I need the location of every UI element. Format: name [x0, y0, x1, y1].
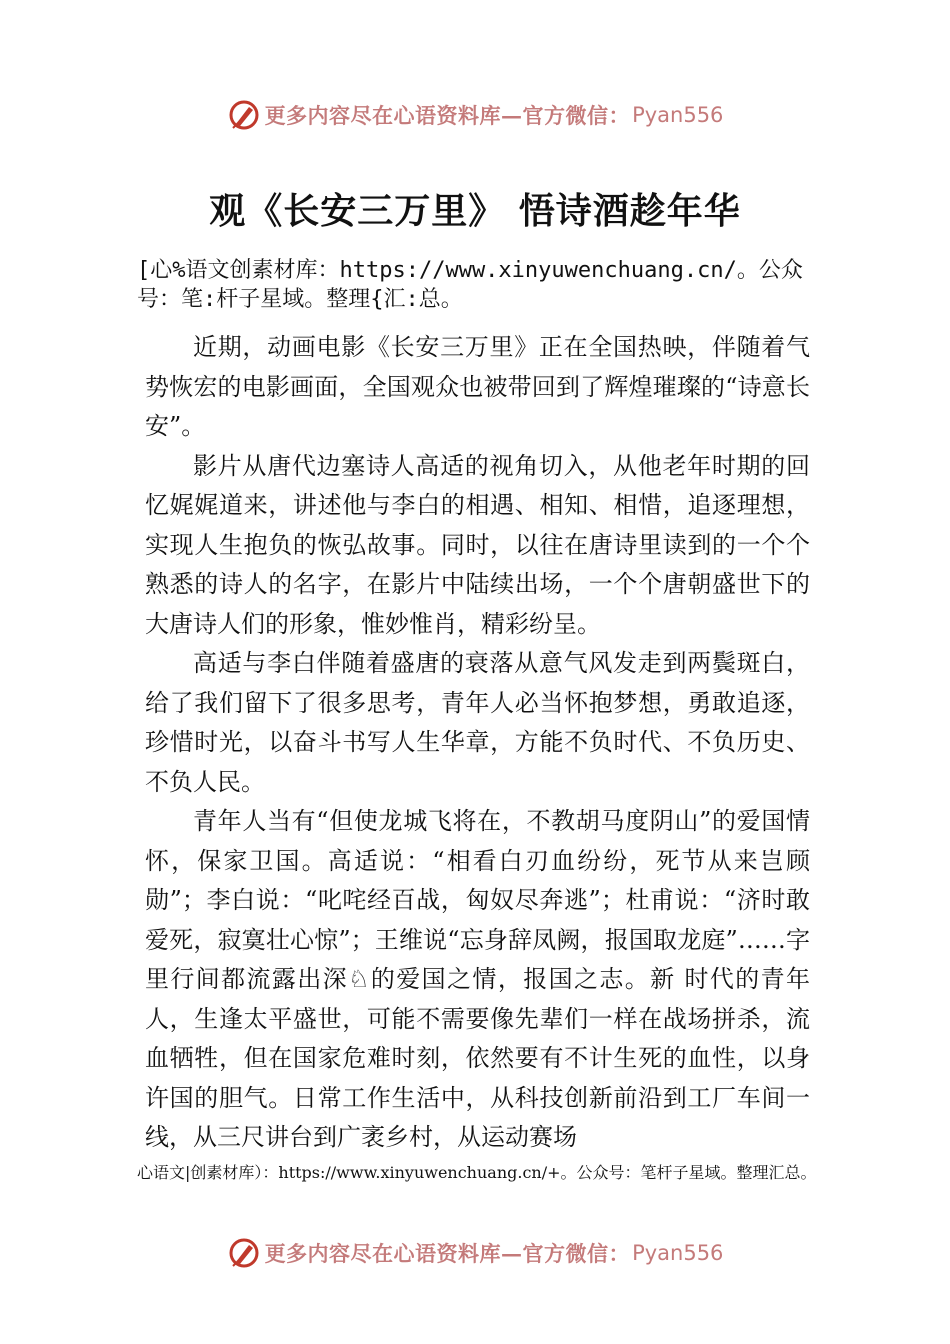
- article-title: 观《长安三万里》 悟诗酒趁年华: [209, 190, 741, 232]
- bottom-banner: [0, 1233, 950, 1273]
- source-line: [心%语文创素材库：https://www.xinyuwenchuang.cn/。公众号：笔:杆子星域。整理{汇:总。: [137, 258, 803, 312]
- paragraph: 青年人当有“但使龙城飞将在，不教胡马度阴山”的爱国情怀，保家卫国。高适说：“相看白刃血纷纷，死节从来岂顾勋”；李白说：“叱咤经百战，匈奴尽奔逃”；杜甫说：“济时敢爱死，寂寞壮心惊”；王维说“忘身辞凤阙，报国取龙庭”……字里行间都流露出深♘的爱国之情，报国之志。新 时代的青年人，生逢太平盛世，可能不需要像先辈们一样在战场拼杀，流血牺牲，但在国家危难时刻，依然要有不计生死的血性，以身许国的胆气。日常工作生活中，从科技创新前沿到工厂车间一线，从三尺讲台到广袤乡村，从运动赛场: [145, 807, 810, 1151]
- banner-handle: Pyan556: [632, 103, 724, 127]
- banner-text: 更多内容尽在心语资料库—官方微信：: [264, 103, 631, 128]
- banner-handle: Pyan556: [632, 1241, 724, 1265]
- banner-text: 更多内容尽在心语资料库—官方微信：: [264, 1241, 631, 1266]
- paragraph: 高适与李白伴随着盛唐的衰落从意气风发走到两鬓斑白，给了我们留下了很多思考，青年人必当怀抱梦想，勇敢追逐，珍惜时光，以奋斗书写人生华章，方能不负时代、不负历史、不负人民。: [145, 649, 810, 796]
- paragraph: 近期，动画电影《长安三万里》正在全国热映，伴随着气势恢宏的电影画面，全国观众也被带回到了辉煌璀璨的“诗意长安”。: [145, 333, 810, 440]
- quill-logo-icon: [227, 98, 261, 132]
- quill-logo-icon: [227, 1236, 261, 1270]
- article-body: [145, 328, 810, 1158]
- footer-source-note: 心语文|创素材库）：https://www.xinyuwenchuang.cn/+。公众号：笔杆子星域。整理汇总。: [137, 1163, 817, 1182]
- paragraph: 影片从唐代边塞诗人高适的视角切入，从他老年时期的回忆娓娓道来，讲述他与李白的相遇、相知、相惜，追逐理想，实现人生抱负的恢弘故事。同时，以往在唐诗里读到的一个个熟悉的诗人的名字，在影片中陆续出场，一个个唐朝盛世下的大唐诗人们的形象，惟妙惟肖，精彩纷呈。: [145, 451, 810, 638]
- top-banner: [0, 95, 950, 135]
